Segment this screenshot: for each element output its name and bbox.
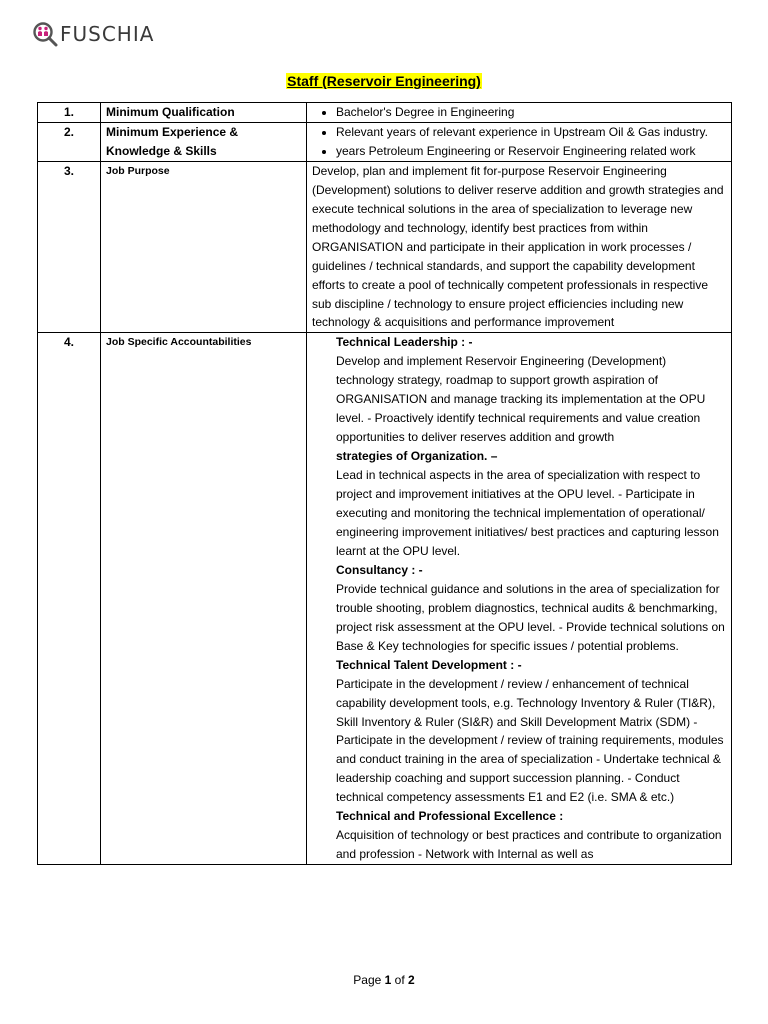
accountabilities <box>312 333 726 864</box>
list-item: • years Petroleum Engineering or Reservoir Engineering related work <box>336 142 726 161</box>
list-item: • Bachelor's Degree in Engineering <box>336 103 726 122</box>
job-purpose-text: Develop, plan and implement fit for-purpose Reservoir Engineering (Development) solutions to deliver reserve addition and growth strategies and execute technical solutions in the area of specialization to leverage new methodology and technology, identify best practices from within ORGANISATION and participate in their application in work processes / guidelines / technical standards, and support the capability development efforts to create a pool of technically competent professionals in respective sub discipline / technology to ensure project efficiencies including new technology & acquisitions and performance improvement <box>307 161 732 333</box>
row-label: Job Purpose <box>101 161 307 333</box>
table-row <box>38 161 732 333</box>
page-label: Page <box>353 973 385 987</box>
page-separator: of <box>391 973 409 987</box>
job-description-table <box>37 102 732 865</box>
brand-name: FUSCHIA <box>60 22 155 46</box>
list-item: • Relevant years of relevant experience in Upstream Oil & Gas industry. <box>336 123 726 142</box>
row-number: 1. <box>38 103 101 123</box>
bullet-list <box>312 123 726 161</box>
section-body: Provide technical guidance and solutions in the area of specialization for trouble shooting, problem diagnostics, technical audits & benchmarking, project risk assessment at the OPU level. - Provide technical solutions on Base & Key technologies for specific issues / potential problems. <box>336 581 725 653</box>
document-title <box>0 73 768 89</box>
section-body: Participate in the development / review / enhancement of technical capability development tools, e.g. Technology Inventory & Ruler (TI&R), Skill Inventory & Ruler (SI&R) and Skill Development Matrix (SDM) - Participate in the development / review of training requirements, modules and conduct training in the area of specialization - Undertake technical & leadership coaching and support succession planning. - Conduct technical competency assessments E1 and E2 (i.e. SMA & etc.) <box>336 676 724 805</box>
brand-logo <box>32 20 154 48</box>
row-content <box>307 122 732 161</box>
total-pages: 2 <box>408 973 415 987</box>
current-page: 1 <box>384 973 392 987</box>
row-number: 2. <box>38 122 101 161</box>
section-body: Acquisition of technology or best practices and contribute to organization and profession - Network with Internal as well as <box>336 828 722 862</box>
row-content <box>307 103 732 123</box>
row-number: 4. <box>38 333 101 865</box>
section-heading: Technical and Professional Excellence : <box>336 809 564 824</box>
row-number: 3. <box>38 161 101 333</box>
table-row <box>38 333 732 865</box>
section-heading: Consultancy : - <box>336 562 423 577</box>
row-label: Minimum Experience & Knowledge & Skills <box>101 122 307 161</box>
document-title-text: Staff (Reservoir Engineering) <box>287 73 481 89</box>
fuschia-magnifier-icon <box>32 21 58 47</box>
page-footer <box>0 973 768 987</box>
table-row <box>38 122 732 161</box>
row-content <box>307 333 732 865</box>
row-label: Minimum Qualification <box>101 103 307 123</box>
bullet-list <box>312 103 726 122</box>
section-body: Lead in technical aspects in the area of specialization with respect to project and improvement initiatives at the OPU level. - Participate in executing and monitoring the technical implementation of operational/ engineering improvement initiatives/ best practices and capturing lesson learnt at the OPU level. <box>336 468 719 558</box>
section-heading: Technical Leadership : - <box>336 335 473 350</box>
section-heading: strategies of Organization. – <box>336 449 498 464</box>
section-body: Develop and implement Reservoir Engineering (Development) technology strategy, roadmap to support growth aspiration of ORGANISATION and manage tracking its implementation at the OPU level. - Proactively identify technical requirements and value creation opportunities to deliver reserves addition and growth <box>336 354 706 445</box>
row-label: Job Specific Accountabilities <box>101 333 307 865</box>
table-row <box>38 103 732 123</box>
section-heading: Technical Talent Development : - <box>336 657 522 672</box>
